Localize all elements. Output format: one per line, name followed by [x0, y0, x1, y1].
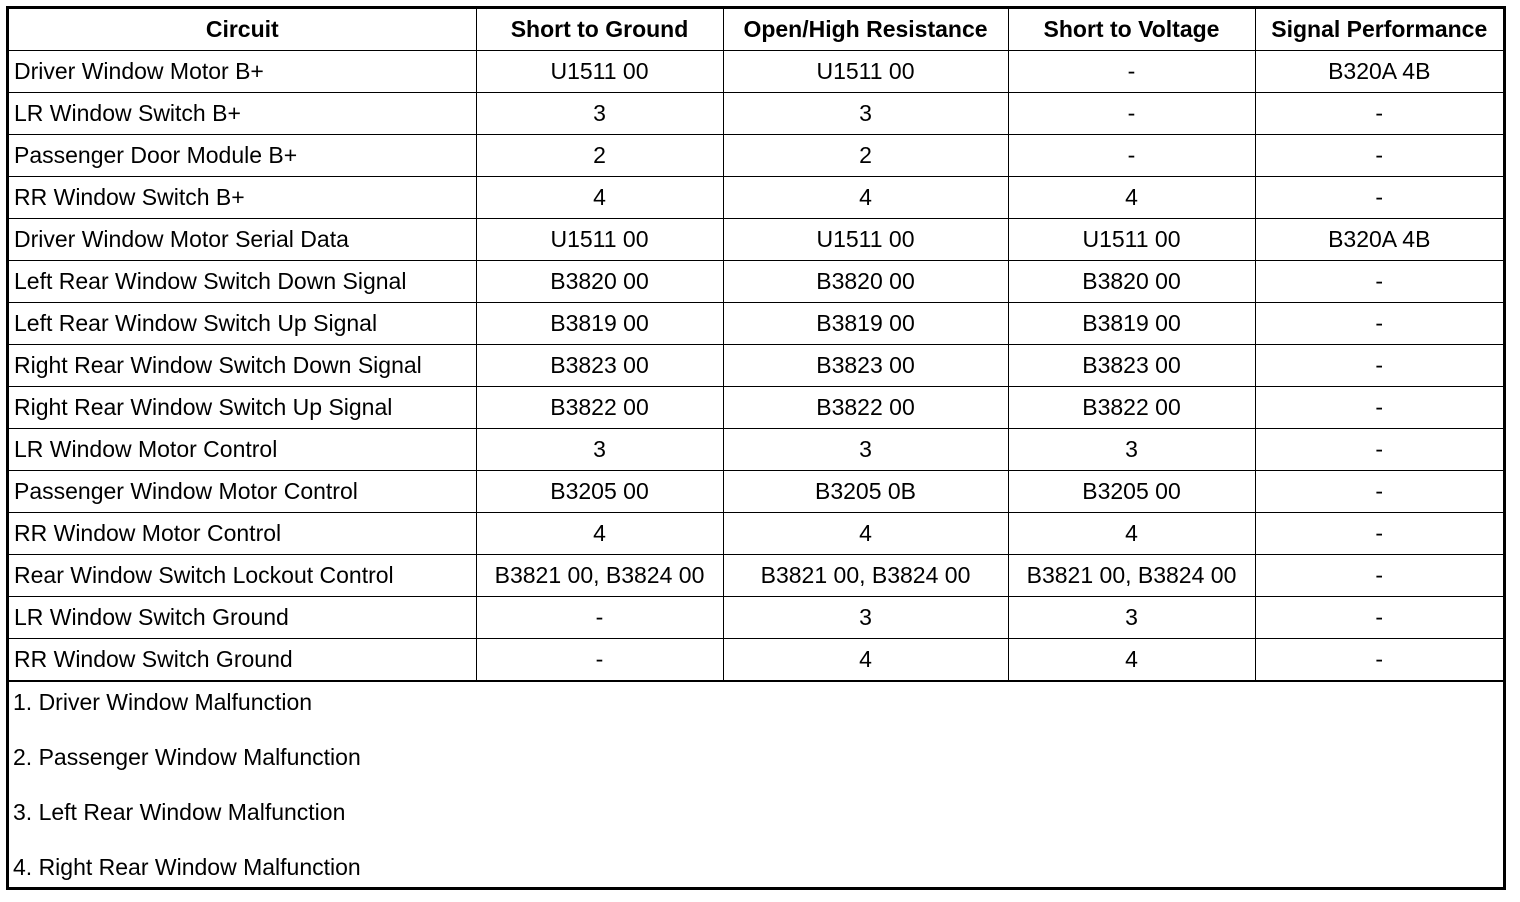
table-row [9, 93, 1503, 135]
dtc-cell: B3822 00 [1008, 387, 1255, 429]
dtc-cell: - [476, 597, 723, 639]
dtc-cell: 4 [723, 639, 1008, 682]
circuit-name-cell: RR Window Switch Ground [9, 639, 476, 682]
dtc-cell: B3205 0B [723, 471, 1008, 513]
dtc-cell: - [1255, 597, 1503, 639]
dtc-cell: B3205 00 [1008, 471, 1255, 513]
table-row [9, 177, 1503, 219]
circuit-name-cell: LR Window Switch Ground [9, 597, 476, 639]
dtc-cell: - [1255, 177, 1503, 219]
dtc-cell: 4 [1008, 177, 1255, 219]
table-row [9, 387, 1503, 429]
dtc-cell: 3 [476, 93, 723, 135]
table-header-row [9, 9, 1503, 51]
dtc-cell: U1511 00 [723, 219, 1008, 261]
dtc-cell: 4 [723, 177, 1008, 219]
header-open-high-resistance: Open/High Resistance [723, 9, 1008, 51]
table-row [9, 471, 1503, 513]
circuit-name-cell: Right Rear Window Switch Up Signal [9, 387, 476, 429]
dtc-cell: U1511 00 [723, 51, 1008, 93]
dtc-cell: 3 [723, 429, 1008, 471]
dtc-cell: B3820 00 [723, 261, 1008, 303]
header-short-to-ground: Short to Ground [476, 9, 723, 51]
footnote-item: 1. Driver Window Malfunction [13, 689, 313, 715]
dtc-cell: - [1255, 429, 1503, 471]
dtc-cell: B3822 00 [476, 387, 723, 429]
table-row [9, 345, 1503, 387]
circuit-name-cell: LR Window Motor Control [9, 429, 476, 471]
table-row [9, 51, 1503, 93]
circuit-table-frame [6, 6, 1506, 890]
dtc-cell: 4 [476, 177, 723, 219]
circuit-name-cell: RR Window Motor Control [9, 513, 476, 555]
dtc-cell: 2 [723, 135, 1008, 177]
circuit-name-cell: Rear Window Switch Lockout Control [9, 555, 476, 597]
dtc-cell: 2 [476, 135, 723, 177]
dtc-cell: B3821 00, B3824 00 [476, 555, 723, 597]
dtc-cell: - [1008, 93, 1255, 135]
circuit-name-cell: Driver Window Motor B+ [9, 51, 476, 93]
circuit-fault-table [9, 9, 1503, 682]
circuit-name-cell: Right Rear Window Switch Down Signal [9, 345, 476, 387]
circuit-name-cell: Left Rear Window Switch Up Signal [9, 303, 476, 345]
header-circuit: Circuit [9, 9, 476, 51]
dtc-cell: 4 [476, 513, 723, 555]
dtc-cell: 3 [1008, 429, 1255, 471]
circuit-name-cell: Passenger Window Motor Control [9, 471, 476, 513]
dtc-cell: 4 [723, 513, 1008, 555]
dtc-cell: B3823 00 [1008, 345, 1255, 387]
dtc-cell: U1511 00 [476, 219, 723, 261]
footnote-item: 3. Left Rear Window Malfunction [13, 799, 346, 825]
circuit-name-cell: RR Window Switch B+ [9, 177, 476, 219]
dtc-cell: B3819 00 [476, 303, 723, 345]
dtc-cell: - [1255, 513, 1503, 555]
dtc-cell: - [476, 639, 723, 682]
table-row [9, 555, 1503, 597]
dtc-cell: U1511 00 [1008, 219, 1255, 261]
dtc-cell: B320A 4B [1255, 51, 1503, 93]
table-row [9, 261, 1503, 303]
dtc-cell: 4 [1008, 513, 1255, 555]
dtc-cell: 3 [723, 93, 1008, 135]
table-row [9, 135, 1503, 177]
dtc-cell: - [1255, 387, 1503, 429]
circuit-name-cell: Passenger Door Module B+ [9, 135, 476, 177]
dtc-cell: - [1255, 639, 1503, 682]
table-row [9, 597, 1503, 639]
dtc-cell: - [1008, 135, 1255, 177]
dtc-cell: - [1255, 471, 1503, 513]
dtc-cell: - [1255, 555, 1503, 597]
dtc-cell: B3819 00 [723, 303, 1008, 345]
dtc-cell: - [1008, 51, 1255, 93]
dtc-cell: - [1255, 345, 1503, 387]
dtc-cell: B3821 00, B3824 00 [1008, 555, 1255, 597]
footnotes [9, 682, 1503, 902]
dtc-cell: B3821 00, B3824 00 [723, 555, 1008, 597]
dtc-cell: U1511 00 [476, 51, 723, 93]
footnote-item: 2. Passenger Window Malfunction [13, 744, 361, 770]
table-row [9, 429, 1503, 471]
header-signal-performance: Signal Performance [1255, 9, 1503, 51]
dtc-cell: 3 [476, 429, 723, 471]
dtc-cell: B3823 00 [476, 345, 723, 387]
circuit-name-cell: Driver Window Motor Serial Data [9, 219, 476, 261]
dtc-cell: B3820 00 [1008, 261, 1255, 303]
dtc-cell: B3820 00 [476, 261, 723, 303]
table-row [9, 639, 1503, 682]
circuit-name-cell: Left Rear Window Switch Down Signal [9, 261, 476, 303]
dtc-cell: 3 [1008, 597, 1255, 639]
header-short-to-voltage: Short to Voltage [1008, 9, 1255, 51]
dtc-cell: B3205 00 [476, 471, 723, 513]
dtc-cell: 3 [723, 597, 1008, 639]
table-row [9, 219, 1503, 261]
dtc-cell: 4 [1008, 639, 1255, 682]
dtc-cell: - [1255, 93, 1503, 135]
footnote-item: 4. Right Rear Window Malfunction [13, 854, 361, 880]
dtc-cell: - [1255, 135, 1503, 177]
table-body [9, 51, 1503, 682]
table-row [9, 303, 1503, 345]
table-row [9, 513, 1503, 555]
dtc-cell: B3823 00 [723, 345, 1008, 387]
dtc-cell: B3819 00 [1008, 303, 1255, 345]
dtc-cell: B320A 4B [1255, 219, 1503, 261]
circuit-name-cell: LR Window Switch B+ [9, 93, 476, 135]
dtc-cell: - [1255, 303, 1503, 345]
dtc-cell: - [1255, 261, 1503, 303]
dtc-cell: B3822 00 [723, 387, 1008, 429]
